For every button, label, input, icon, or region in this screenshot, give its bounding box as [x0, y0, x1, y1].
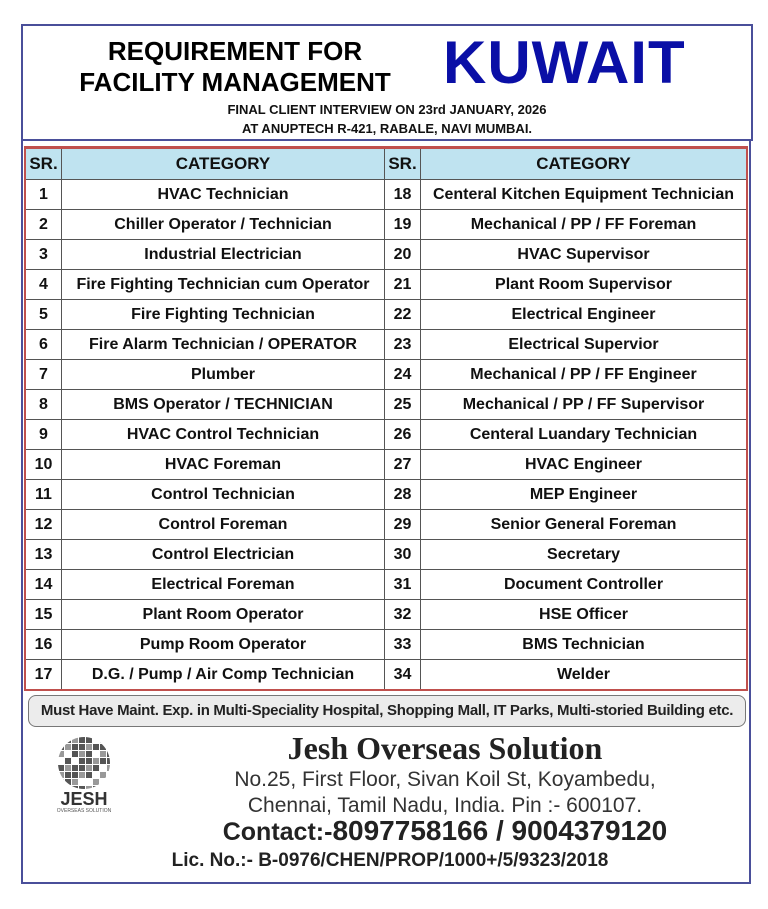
category-cell: HVAC Control Technician	[62, 420, 385, 450]
category-cell: Senior General Foreman	[421, 510, 748, 540]
category-cell: Mechanical / PP / FF Foreman	[421, 210, 748, 240]
sr-cell: 7	[25, 360, 62, 390]
category-cell: Document Controller	[421, 570, 748, 600]
category-cell: Secretary	[421, 540, 748, 570]
category-cell: HSE Officer	[421, 600, 748, 630]
category-cell: Electrical Engineer	[421, 300, 748, 330]
table-row	[25, 480, 747, 510]
interview-date: FINAL CLIENT INTERVIEW ON 23rd JANUARY, 2026	[227, 102, 547, 117]
contact-numbers: 8097758166 / 9004379120	[332, 815, 668, 846]
sr-cell: 33	[385, 630, 421, 660]
sr-cell: 3	[25, 240, 62, 270]
category-cell: Control Foreman	[62, 510, 385, 540]
category-cell: Centeral Kitchen Equipment Technician	[421, 180, 748, 210]
sr-cell: 34	[385, 660, 421, 691]
sr-cell: 4	[25, 270, 62, 300]
sr-cell: 16	[25, 630, 62, 660]
table-row	[25, 180, 747, 210]
header-sr: SR.	[25, 148, 62, 180]
category-cell: Industrial Electrician	[62, 240, 385, 270]
poster-header	[21, 24, 753, 141]
sr-cell: 10	[25, 450, 62, 480]
sr-cell: 19	[385, 210, 421, 240]
address-line-2: Chennai, Tamil Nadu, India. Pin :- 600107.	[247, 794, 643, 817]
title-line-2: FACILITY MANAGEMENT	[79, 67, 391, 97]
category-cell: HVAC Engineer	[421, 450, 748, 480]
table-row	[25, 450, 747, 480]
table-header-row	[25, 148, 747, 180]
category-cell: Control Electrician	[62, 540, 385, 570]
sr-cell: 21	[385, 270, 421, 300]
sr-cell: 12	[25, 510, 62, 540]
category-cell: HVAC Foreman	[62, 450, 385, 480]
address-line-1: No.25, First Floor, Sivan Koil St, Koyambedu,	[234, 768, 656, 791]
table-row	[25, 570, 747, 600]
sr-cell: 15	[25, 600, 62, 630]
table-row	[25, 510, 747, 540]
table-row	[25, 270, 747, 300]
table-row	[25, 600, 747, 630]
category-cell: HVAC Technician	[62, 180, 385, 210]
header-category: CATEGORY	[62, 148, 385, 180]
table-row	[25, 300, 747, 330]
category-table	[24, 146, 748, 691]
sr-cell: 1	[25, 180, 62, 210]
category-cell: Plant Room Operator	[62, 600, 385, 630]
category-cell: Control Technician	[62, 480, 385, 510]
sr-cell: 22	[385, 300, 421, 330]
category-cell: Mechanical / PP / FF Engineer	[421, 360, 748, 390]
sr-cell: 29	[385, 510, 421, 540]
sr-cell: 2	[25, 210, 62, 240]
logo-subtext: OVERSEAS SOLUTION	[56, 808, 112, 814]
category-cell: D.G. / Pump / Air Comp Technician	[62, 660, 385, 691]
category-cell: HVAC Supervisor	[421, 240, 748, 270]
sr-cell: 6	[25, 330, 62, 360]
sr-cell: 9	[25, 420, 62, 450]
category-cell: Centeral Luandary Technician	[421, 420, 748, 450]
category-cell: Fire Fighting Technician	[62, 300, 385, 330]
sr-cell: 17	[25, 660, 62, 691]
sr-cell: 11	[25, 480, 62, 510]
sr-cell: 26	[385, 420, 421, 450]
sr-cell: 30	[385, 540, 421, 570]
sr-cell: 25	[385, 390, 421, 420]
table-row	[25, 360, 747, 390]
table-row	[25, 630, 747, 660]
table-row	[25, 420, 747, 450]
contact-label: Contact:-	[222, 818, 333, 846]
table-row	[25, 210, 747, 240]
table-row	[25, 330, 747, 360]
interview-venue: AT ANUPTECH R-421, RABALE, NAVI MUMBAI.	[241, 121, 533, 136]
sr-cell: 5	[25, 300, 62, 330]
header-category: CATEGORY	[421, 148, 748, 180]
sr-cell: 8	[25, 390, 62, 420]
category-cell: Plant Room Supervisor	[421, 270, 748, 300]
sr-cell: 27	[385, 450, 421, 480]
category-cell: Chiller Operator / Technician	[62, 210, 385, 240]
sr-cell: 14	[25, 570, 62, 600]
sr-cell: 24	[385, 360, 421, 390]
category-cell: Welder	[421, 660, 748, 691]
category-cell: BMS Technician	[421, 630, 748, 660]
category-cell: Fire Alarm Technician / OPERATOR	[62, 330, 385, 360]
sr-cell: 28	[385, 480, 421, 510]
sr-cell: 23	[385, 330, 421, 360]
title-line-1: REQUIREMENT FOR	[107, 36, 363, 66]
category-cell: Pump Room Operator	[62, 630, 385, 660]
company-logo	[44, 735, 124, 815]
country-title: KUWAIT	[443, 29, 686, 96]
sr-cell: 31	[385, 570, 421, 600]
logo-text: JESH	[60, 789, 108, 809]
table-row	[25, 660, 747, 691]
contact	[140, 815, 750, 847]
category-cell: Plumber	[62, 360, 385, 390]
category-cell: BMS Operator / TECHNICIAN	[62, 390, 385, 420]
company-name: Jesh Overseas Solution	[287, 730, 603, 766]
table-row	[25, 540, 747, 570]
category-cell: Fire Fighting Technician cum Operator	[62, 270, 385, 300]
category-cell: Mechanical / PP / FF Supervisor	[421, 390, 748, 420]
title	[55, 36, 415, 98]
sr-cell: 20	[385, 240, 421, 270]
license-number: Lic. No.:- B-0976/CHEN/PROP/1000+/5/9323/2018	[171, 850, 609, 871]
header-sr: SR.	[385, 148, 421, 180]
sr-cell: 18	[385, 180, 421, 210]
experience-note: Must Have Maint. Exp. in Multi-Speciality Hospital, Shopping Mall, IT Parks, Multi-storied Building etc.	[28, 695, 746, 727]
table-row	[25, 390, 747, 420]
category-cell: Electrical Supervior	[421, 330, 748, 360]
category-cell: Electrical Foreman	[62, 570, 385, 600]
sr-cell: 13	[25, 540, 62, 570]
sr-cell: 32	[385, 600, 421, 630]
category-cell: MEP Engineer	[421, 480, 748, 510]
table-row	[25, 240, 747, 270]
